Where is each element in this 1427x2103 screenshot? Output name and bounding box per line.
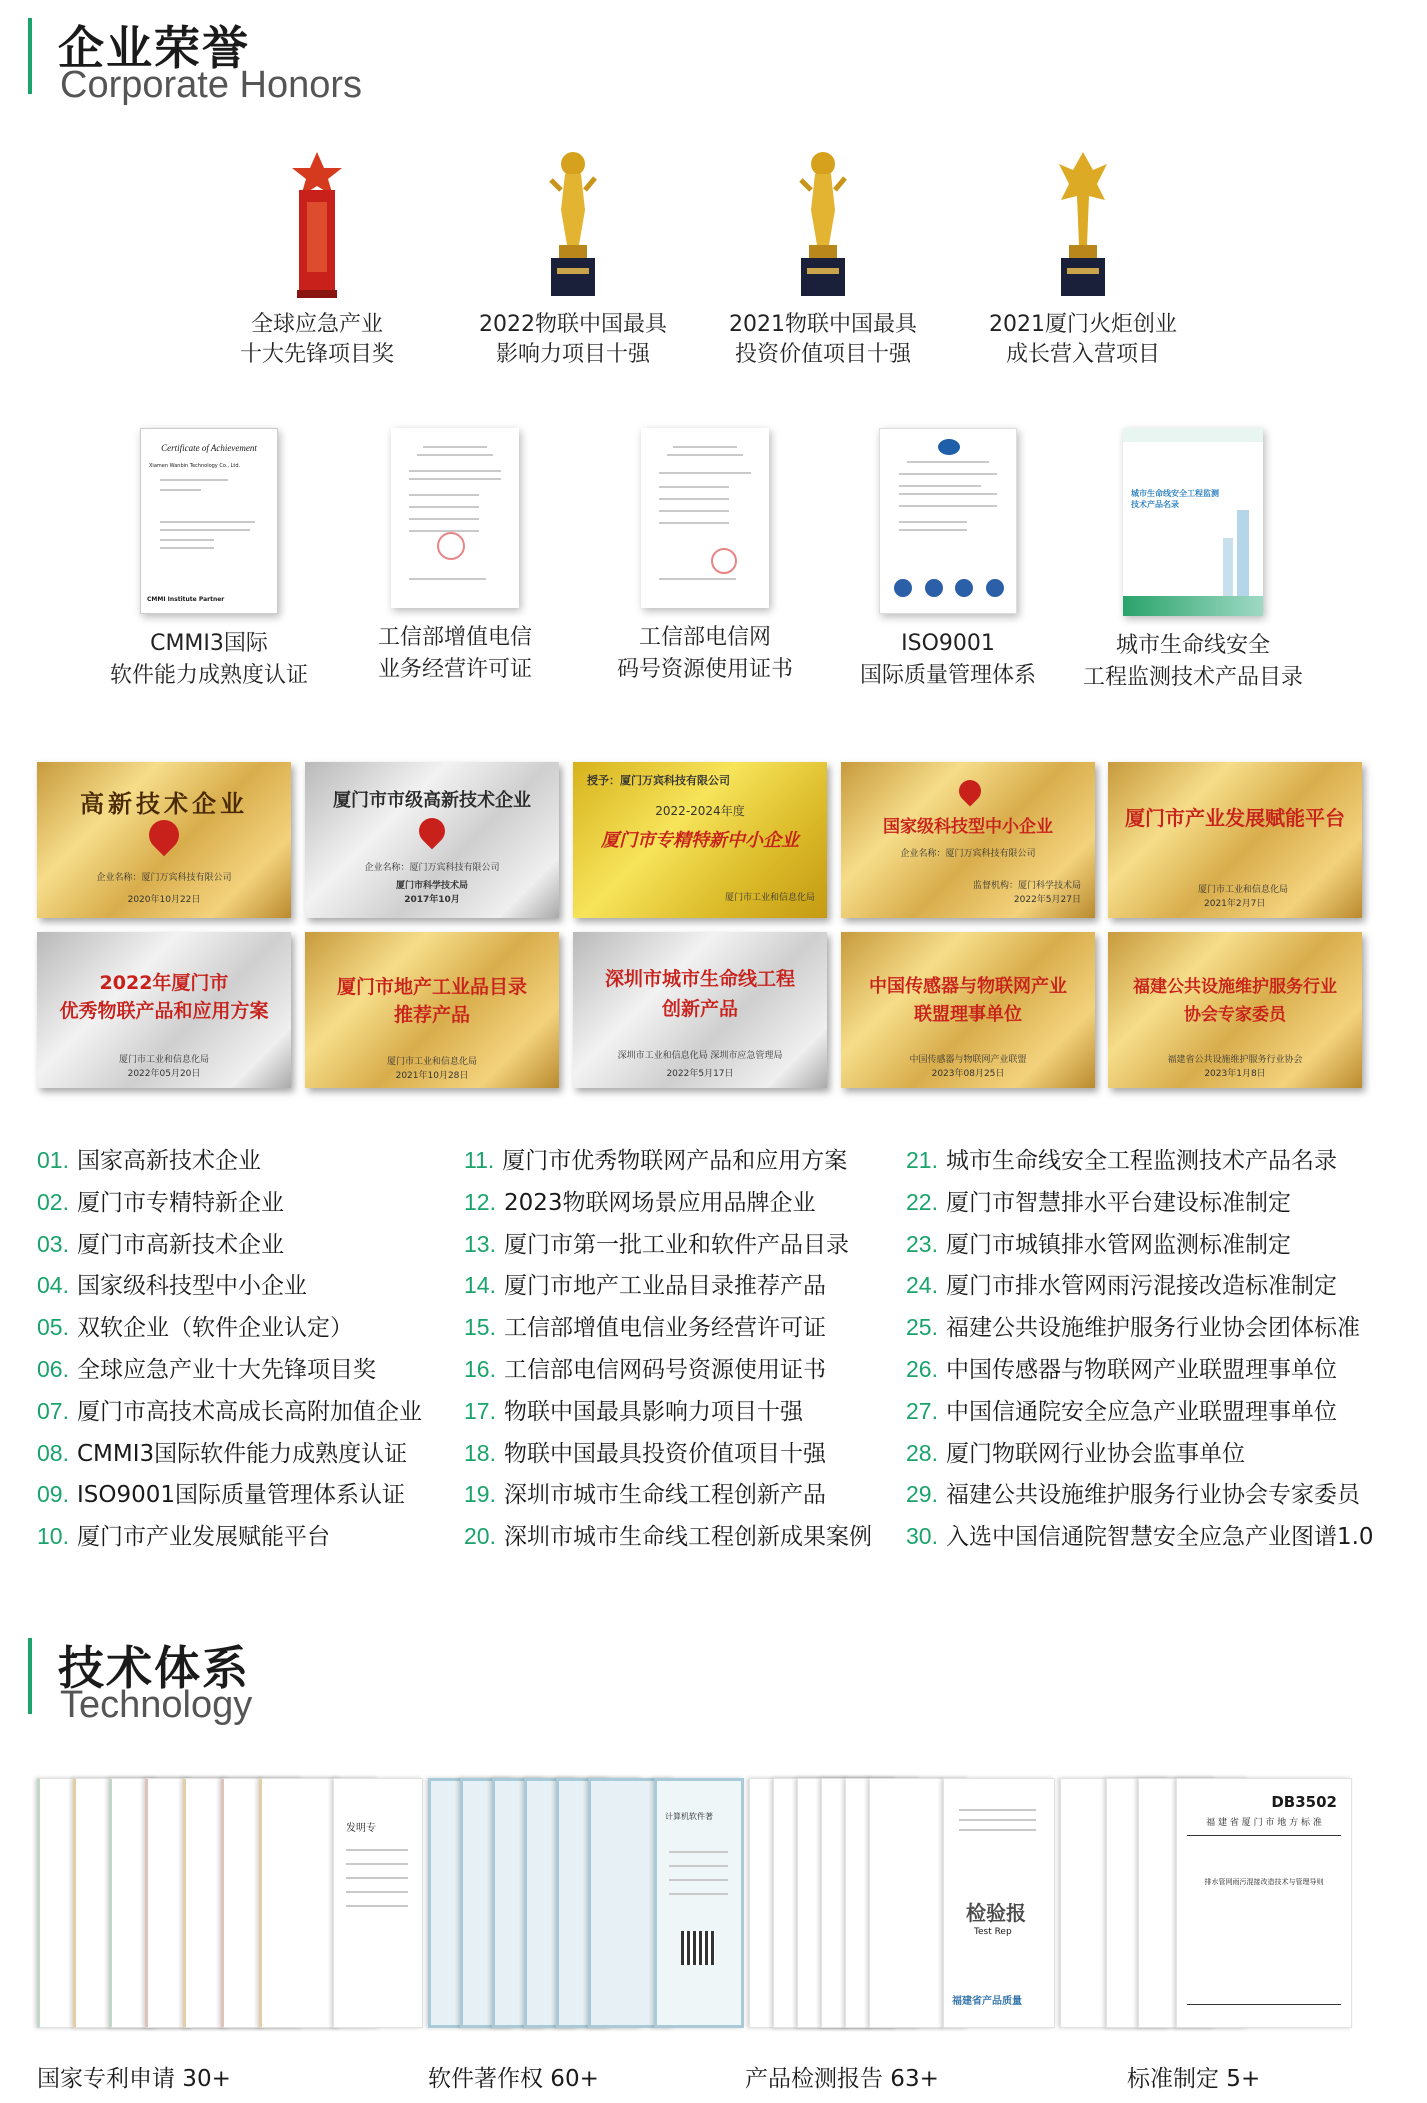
plaque-title-line1: 深圳市城市生命线工程	[604, 968, 795, 990]
list-item: 26. 中国传感器与物联网产业联盟理事单位	[906, 1355, 1337, 1383]
standards-stack	[1060, 1778, 1360, 2028]
plaque-specialized-sme	[573, 762, 827, 918]
section-title-zh: 技术体系	[58, 1641, 250, 1695]
certificate-card	[1063, 428, 1323, 694]
standard-doc-subject: 排水管网雨污混接改造技术与管理导则	[1204, 1878, 1324, 1886]
plaque-year: 2022-2024年度	[655, 804, 745, 818]
accreditation-marks-icon	[894, 579, 1004, 599]
list-item: 29. 福建公共设施维护服务行业协会专家委员	[906, 1481, 1360, 1509]
certificate-card	[325, 428, 585, 686]
plaque-issuer: 中国传感器与物联网产业联盟	[909, 1055, 1027, 1065]
list-item: 07. 厦门市高技术高成长高附加值企业	[37, 1397, 422, 1425]
cmmi-certificate-image	[140, 428, 278, 614]
list-item: 06. 全球应急产业十大先锋项目奖	[37, 1355, 376, 1383]
tech-section-header	[28, 1632, 628, 1732]
list-item: 19. 深圳市城市生命线工程创新产品	[464, 1481, 826, 1509]
plaque-pre: 授予：厦门万宾科技有限公司	[587, 774, 730, 787]
plaque-title-line2: 协会专家委员	[1184, 1005, 1286, 1025]
list-item: 04. 国家级科技型中小企业	[37, 1272, 307, 1300]
list-item: 23. 厦门市城镇排水管网监测标准制定	[906, 1230, 1291, 1258]
certificate-doc-footer: CMMI Institute Partner	[147, 596, 225, 603]
plaque-issuer: 厦门市工业和信息化局	[724, 893, 815, 903]
plaque-issuer: 厦门市科学技术局	[395, 881, 468, 891]
plaque-issuer: 厦门市工业和信息化局	[118, 1055, 209, 1065]
plaque-issuer: 深圳市工业和信息化局 深圳市应急管理局	[617, 1051, 783, 1061]
list-item: 14. 厦门市地产工业品目录推荐产品	[464, 1272, 826, 1300]
plaque-title-line1: 2022年厦门市	[99, 972, 229, 994]
plaque-iot-product	[37, 932, 291, 1088]
list-item: 01. 国家高新技术企业	[37, 1147, 261, 1174]
plaque-date: 2022年5月27日	[1013, 895, 1081, 905]
list-item: 22. 厦门市智慧排水平台建设标准制定	[906, 1188, 1291, 1216]
gold-trophy-icon	[793, 150, 853, 300]
standard-doc-code: DB3502	[1271, 1793, 1337, 1811]
plaque-flame-icon	[143, 814, 185, 856]
tech-caption-software: 软件著作权 60+	[428, 2066, 599, 2092]
tech-caption-test-reports: 产品检测报告 63+	[745, 2066, 939, 2092]
honors-list-column-3	[906, 1140, 1374, 1558]
certification-logo-icon	[938, 439, 960, 455]
certificate-caption-line1: CMMI3国际	[150, 631, 268, 656]
certificate-caption-line2: 软件能力成熟度认证	[109, 663, 308, 688]
certificate-caption-line1: 工信部增值电信	[377, 625, 532, 650]
accent-bar	[28, 18, 32, 94]
plaque-shenzhen-innovation	[573, 932, 827, 1088]
plaque-company: 企业名称：厦门万宾科技有限公司	[900, 849, 1036, 859]
plaque-title-line2: 优秀物联产品和应用方案	[59, 1000, 269, 1022]
list-item: 02. 厦门市专精特新企业	[37, 1188, 284, 1216]
gold-trophy-icon	[543, 150, 603, 300]
iso9001-certificate-image	[879, 428, 1017, 614]
plaque-company: 企业名称：厦门万宾科技有限公司	[364, 863, 500, 873]
red-seal-icon	[711, 548, 737, 574]
plaque-sensor-alliance	[841, 932, 1095, 1088]
plaque-date: 2021年2月7日	[1204, 899, 1266, 909]
trophy-caption-line2: 影响力项目十强	[495, 342, 650, 367]
catalog-doc-title: 城市生命线安全工程监测技术产品名录	[1131, 489, 1219, 509]
list-item: 12. 2023物联网场景应用品牌企业	[464, 1188, 816, 1216]
plaque-company: 企业名称：厦门万宾科技有限公司	[96, 873, 232, 883]
tech-caption-patents: 国家专利申请 30+	[37, 2066, 231, 2092]
list-item: 27. 中国信通院安全应急产业联盟理事单位	[906, 1397, 1337, 1425]
list-item: 08. CMMI3国际软件能力成熟度认证	[37, 1439, 408, 1467]
standard-doc-title: 福 建 省 厦 门 市 地 方 标 准	[1206, 1818, 1322, 1828]
patent-cover	[333, 1778, 423, 2028]
list-item: 30. 入选中国信通院智慧安全应急产业图谱1.0	[906, 1523, 1374, 1551]
plaque-date: 2023年1月8日	[1204, 1069, 1266, 1079]
gold-trophy-icon	[1053, 150, 1113, 300]
test-report-cover	[943, 1778, 1055, 2028]
standard-cover	[1176, 1778, 1352, 2028]
plaque-title-line2: 推荐产品	[393, 1004, 470, 1026]
plaque-city-high-tech	[305, 762, 559, 918]
plaque-title-line2: 创新产品	[661, 998, 738, 1020]
test-report-doc-text: 检验报	[966, 1901, 1026, 1925]
qr-code-icon	[681, 1931, 715, 1965]
plaque-title: 厦门市产业发展赋能平台	[1125, 806, 1345, 830]
certificate-card	[818, 428, 1078, 692]
honors-list-column-2	[464, 1140, 872, 1558]
list-item: 24. 厦门市排水管网雨污混接改造标准制定	[906, 1272, 1337, 1300]
red-star-trophy-icon	[287, 150, 347, 300]
section-title-zh: 企业荣誉	[58, 21, 250, 75]
trophy-card	[453, 150, 693, 370]
software-copyright-doc-text: 计算机软件著	[665, 1812, 713, 1821]
plaque-title-line1: 厦门市地产工业品目录	[336, 976, 527, 998]
certificate-card	[575, 428, 835, 686]
plaque-high-tech-enterprise	[37, 762, 291, 918]
certificate-doc-company: Xiamen Wanbin Technology Co., Ltd.	[149, 463, 241, 469]
certificate-caption-line2: 码号资源使用证书	[616, 657, 793, 682]
list-item: 25. 福建公共设施维护服务行业协会团体标准	[906, 1314, 1360, 1342]
test-report-doc-footer: 福建省产品质量	[952, 1996, 1022, 2007]
trophy-caption-line1: 2021物联中国最具	[729, 312, 917, 337]
telecom-license-image	[391, 428, 519, 608]
plaque-date: 2022年05月20日	[127, 1069, 201, 1079]
software-copyright-cover	[654, 1778, 744, 2028]
accent-bar	[28, 1638, 32, 1714]
plaque-tech-sme	[841, 762, 1095, 918]
plaque-title: 国家级科技型中小企业	[883, 817, 1053, 837]
trophy-caption-line1: 2021厦门火炬创业	[989, 312, 1177, 337]
trophy-caption-line1: 全球应急产业	[250, 312, 383, 337]
certificate-caption-line1: 工信部电信网	[638, 625, 771, 650]
list-item: 20. 深圳市城市生命线工程创新成果案例	[464, 1523, 872, 1551]
plaque-date: 2017年10月	[404, 895, 460, 905]
plaque-enabling-platform	[1108, 762, 1362, 918]
section-title-en: Technology	[60, 1684, 253, 1726]
list-item: 11. 厦门市优秀物联网产品和应用方案	[464, 1147, 848, 1174]
trophy-card	[963, 150, 1203, 370]
honors-section-header	[28, 12, 628, 112]
plaque-title-line1: 福建公共设施维护服务行业	[1133, 977, 1337, 997]
test-report-doc-sub: Test Rep	[974, 1927, 1012, 1937]
list-item: 09. ISO9001国际质量管理体系认证	[37, 1481, 406, 1509]
certificate-caption-line1: 城市生命线安全	[1115, 633, 1270, 658]
plaque-expert-committee	[1108, 932, 1362, 1088]
patent-documents-stack	[37, 1778, 423, 2028]
plaque-title-line1: 中国传感器与物联网产业	[869, 976, 1067, 997]
patent-doc-text: 发明专	[346, 1823, 376, 1834]
trophy-card	[197, 150, 437, 370]
plaque-issuer: 监督机构：厦门科学技术局	[972, 881, 1081, 891]
list-item: 13. 厦门市第一批工业和软件产品目录	[464, 1230, 849, 1258]
plaque-flame-icon	[414, 813, 451, 850]
list-item: 16. 工信部电信网码号资源使用证书	[464, 1355, 826, 1383]
list-item: 28. 厦门物联网行业协会监事单位	[906, 1439, 1245, 1467]
list-item: 05. 双软企业（软件企业认定）	[37, 1314, 353, 1342]
number-resource-certificate-image	[641, 428, 769, 608]
tech-caption-standards: 标准制定 5+	[1127, 2066, 1261, 2092]
certificate-card	[79, 428, 339, 692]
red-seal-icon	[437, 532, 465, 560]
trophy-caption-line2: 成长营入营项目	[1005, 342, 1160, 367]
plaque-title: 厦门市市级高新技术企业	[333, 790, 531, 811]
trophy-caption-line2: 投资价值项目十强	[734, 342, 911, 367]
plaque-flame-icon	[954, 775, 985, 806]
plaque-title: 高新技术企业	[80, 790, 248, 818]
plaque-date: 2023年08月25日	[931, 1069, 1005, 1079]
plaque-issuer: 福建省公共设施维护服务行业协会	[1167, 1055, 1303, 1065]
certificate-caption-line2: 业务经营许可证	[377, 657, 532, 682]
plaque-date: 2021年10月28日	[395, 1071, 469, 1081]
list-item: 21. 城市生命线安全工程监测技术产品名录	[906, 1147, 1337, 1174]
plaque-issuer: 厦门市工业和信息化局	[1198, 885, 1289, 895]
certificate-caption-line2: 国际质量管理体系	[859, 663, 1036, 688]
list-item: 17. 物联中国最具影响力项目十强	[464, 1397, 803, 1425]
plaque-local-industrial	[305, 932, 559, 1088]
trophy-card	[703, 150, 943, 370]
list-item: 03. 厦门市高新技术企业	[37, 1230, 284, 1258]
software-copyright-stack	[428, 1778, 744, 2028]
list-item: 18. 物联中国最具投资价值项目十强	[464, 1439, 826, 1467]
plaque-issuer: 厦门市工业和信息化局	[386, 1057, 477, 1067]
plaque-date: 2022年5月17日	[666, 1069, 734, 1079]
certificate-caption-line1: ISO9001	[901, 631, 995, 656]
list-item: 15. 工信部增值电信业务经营许可证	[464, 1314, 826, 1342]
plaque-title: 厦门市专精特新中小企业	[601, 830, 799, 851]
plaque-footer: 2020年10月22日	[127, 895, 201, 905]
certificate-caption-line2: 工程监测技术产品目录	[1082, 665, 1303, 690]
product-catalog-cover-image	[1123, 428, 1263, 616]
trophy-caption-line1: 2022物联中国最具	[479, 312, 667, 337]
plaque-title-line2: 联盟理事单位	[914, 1004, 1022, 1025]
certificate-doc-title: Certificate of Achievement	[161, 443, 257, 453]
honors-list-column-1	[37, 1140, 422, 1558]
list-item: 10. 厦门市产业发展赋能平台	[37, 1523, 330, 1551]
trophy-caption-line2: 十大先锋项目奖	[239, 342, 394, 367]
section-title-en: Corporate Honors	[60, 64, 363, 106]
test-reports-stack	[749, 1778, 1055, 2028]
